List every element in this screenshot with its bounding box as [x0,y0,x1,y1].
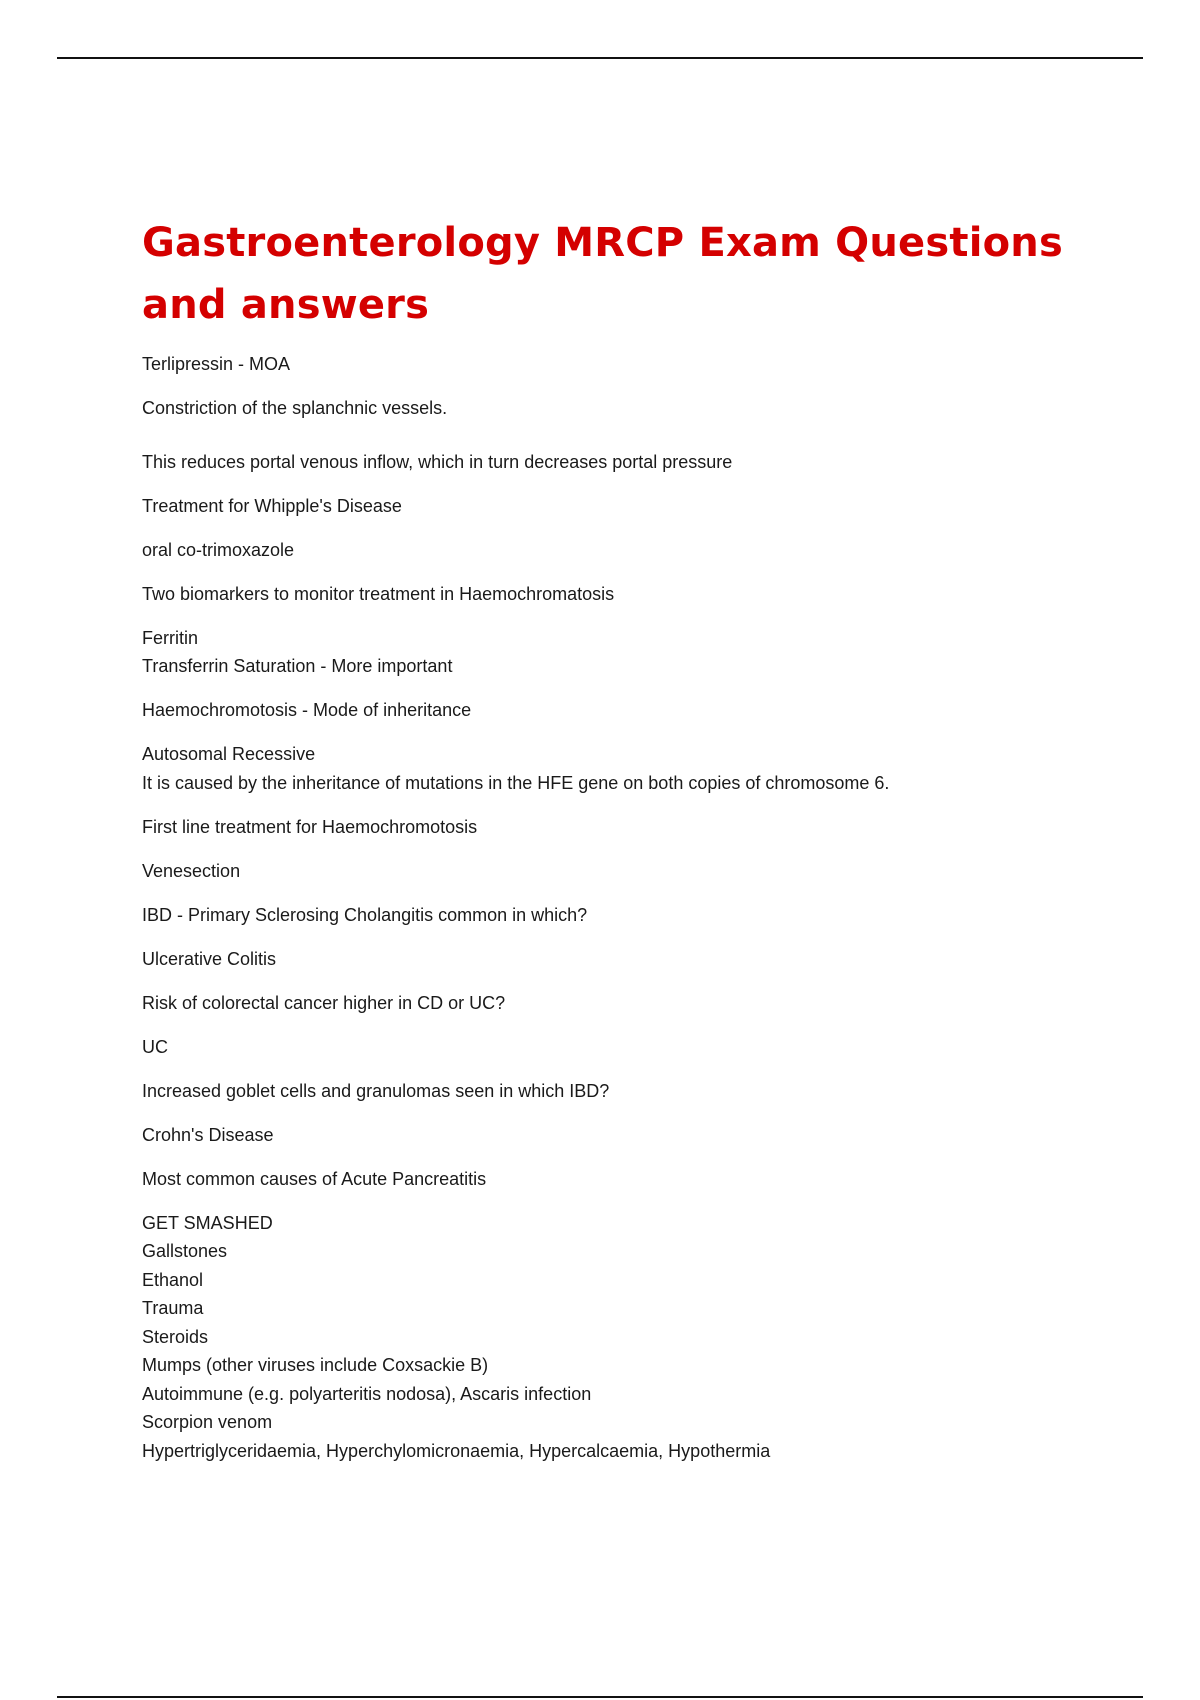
answer-terlipressin-2: This reduces portal venous inflow, which in turn decreases portal pressure [142,451,733,472]
header-rule [57,57,1143,59]
answer-biomarkers: Ferritin Transferrin Saturation - More important [142,627,453,676]
answer-inheritance: Autosomal Recessive It is caused by the inheritance of mutations in the HFE gene on both copies of chromosome 6. [142,744,890,793]
question-biomarkers: Two biomarkers to monitor treatment in Haemochromatosis [142,583,615,604]
answer-terlipressin-1: Constriction of the splanchnic vessels. [142,398,448,418]
answer-goblet-cells: Crohn's Disease [142,1124,274,1145]
question-inheritance: Haemochromotosis - Mode of inheritance [142,700,472,720]
answer-pancreatitis: GET SMASHED Gallstones Ethanol Trauma Steroids Mumps (other viruses include Coxsackie B) Autoimmune (e.g. polyarteritis nodosa), Ascaris infection Scorpion venom Hypertriglyceridaemia, Hyperchylomicronaemia, Hypercalcaemia, Hypothermia [142,1212,771,1461]
answer-first-line-treatment: Venesection [142,860,241,881]
question-terlipressin: Terlipressin - MOA [142,354,291,374]
question-colorectal-risk: Risk of colorectal cancer higher in CD or UC? [142,992,506,1013]
question-psc: IBD - Primary Sclerosing Cholangitis common in which? [142,904,588,925]
question-pancreatitis: Most common causes of Acute Pancreatitis [142,1168,487,1189]
document-title: Gastroenterology MRCP Exam Questions and answers [142,220,1063,328]
question-goblet-cells: Increased goblet cells and granulomas seen in which IBD? [142,1080,610,1101]
answer-psc: Ulcerative Colitis [142,948,277,969]
footer-rule [57,1696,1143,1698]
question-whipples: Treatment for Whipple's Disease [142,495,402,516]
answer-colorectal-risk: UC [142,1036,168,1057]
document-body [142,212,1102,1481]
question-first-line-treatment: First line treatment for Haemochromotosis [142,816,478,837]
answer-whipples: oral co-trimoxazole [142,539,295,560]
